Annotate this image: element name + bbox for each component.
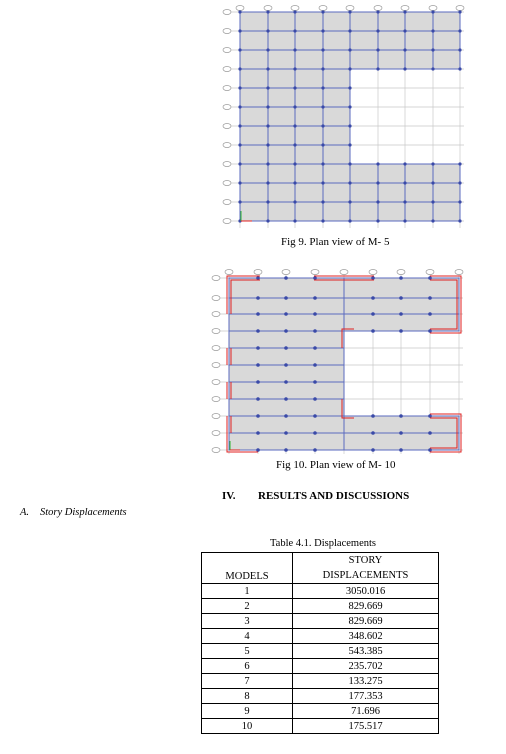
column-node — [458, 200, 461, 203]
column-node — [348, 219, 351, 222]
column-node — [348, 143, 351, 146]
table-row — [202, 719, 439, 734]
column-node — [284, 346, 288, 350]
grid-bubble — [225, 270, 233, 275]
displacement-cell: 829.669 — [293, 599, 439, 614]
column-node — [348, 200, 351, 203]
grid-bubble — [429, 6, 437, 11]
figure-10-caption: Fig 10. Plan view of M- 10 — [276, 459, 396, 471]
column-node — [403, 219, 406, 222]
column-node — [256, 363, 260, 367]
column-node — [238, 86, 241, 89]
column-node — [256, 329, 260, 333]
column-node — [321, 29, 324, 32]
column-node — [266, 29, 269, 32]
column-node — [321, 219, 324, 222]
column-node — [458, 219, 461, 222]
header-story-displacements — [293, 553, 439, 584]
column-node — [256, 312, 260, 316]
column-node — [313, 380, 317, 384]
header-displacements: DISPLACEMENTS — [322, 570, 409, 581]
column-node — [266, 181, 269, 184]
column-node — [428, 448, 432, 452]
column-node — [256, 296, 260, 300]
column-node — [313, 448, 317, 452]
column-node — [458, 29, 461, 32]
column-node — [313, 346, 317, 350]
column-node — [431, 29, 434, 32]
grid-bubble — [264, 6, 272, 11]
model-cell: 7 — [202, 674, 293, 689]
column-node — [293, 181, 296, 184]
column-node — [399, 431, 403, 435]
grid-bubble — [223, 181, 231, 186]
column-node — [284, 414, 288, 418]
column-node — [431, 219, 434, 222]
grid-bubble — [223, 10, 231, 15]
column-node — [428, 329, 432, 333]
grid-bubble — [212, 296, 220, 301]
section-number: IV. — [222, 490, 236, 502]
column-node — [403, 48, 406, 51]
grid-bubble — [223, 48, 231, 53]
displacement-cell: 133.275 — [293, 674, 439, 689]
table-header-row — [202, 553, 439, 584]
column-node — [348, 181, 351, 184]
column-node — [284, 431, 288, 435]
column-node — [376, 67, 379, 70]
column-node — [238, 124, 241, 127]
column-node — [428, 414, 432, 418]
grid-bubble — [223, 219, 231, 224]
grid-bubble — [401, 6, 409, 11]
column-node — [313, 276, 317, 280]
column-node — [238, 143, 241, 146]
displacement-cell: 543.385 — [293, 644, 439, 659]
grid-bubble — [311, 270, 319, 275]
header-story: STORY — [348, 555, 383, 566]
column-node — [256, 414, 260, 418]
grid-bubble — [223, 200, 231, 205]
column-node — [431, 162, 434, 165]
grid-bubble — [223, 143, 231, 148]
table-row — [202, 689, 439, 704]
column-node — [348, 105, 351, 108]
column-node — [371, 312, 375, 316]
displacement-cell: 829.669 — [293, 614, 439, 629]
column-node — [256, 380, 260, 384]
column-node — [458, 67, 461, 70]
column-node — [284, 276, 288, 280]
column-node — [376, 181, 379, 184]
grid-bubble — [319, 6, 327, 11]
column-node — [458, 10, 461, 13]
column-node — [321, 48, 324, 51]
column-node — [371, 431, 375, 435]
grid-bubble — [223, 124, 231, 129]
subsection-label: A. — [20, 507, 30, 518]
column-node — [376, 219, 379, 222]
figure-10-plan-view — [211, 268, 466, 456]
column-node — [371, 296, 375, 300]
column-node — [376, 162, 379, 165]
model-cell: 2 — [202, 599, 293, 614]
column-node — [266, 10, 269, 13]
column-node — [348, 86, 351, 89]
displacement-cell: 3050.016 — [293, 584, 439, 599]
column-node — [256, 346, 260, 350]
column-node — [376, 200, 379, 203]
column-node — [293, 162, 296, 165]
section-title: RESULTS AND DISCUSSIONS — [258, 490, 410, 502]
figure-9-plan-view — [222, 4, 468, 232]
column-node — [321, 10, 324, 13]
column-node — [266, 143, 269, 146]
model-cell: 8 — [202, 689, 293, 704]
table-row — [202, 599, 439, 614]
column-node — [256, 431, 260, 435]
table-title: Table 4.1. Displacements — [270, 538, 376, 549]
column-node — [256, 448, 260, 452]
column-node — [371, 276, 375, 280]
column-node — [431, 67, 434, 70]
column-node — [371, 414, 375, 418]
column-node — [428, 296, 432, 300]
column-node — [348, 10, 351, 13]
table-row — [202, 644, 439, 659]
column-node — [284, 312, 288, 316]
column-node — [293, 143, 296, 146]
column-node — [371, 329, 375, 333]
column-node — [458, 162, 461, 165]
column-node — [313, 363, 317, 367]
displacement-cell: 177.353 — [293, 689, 439, 704]
header-models: MODELS — [202, 553, 293, 584]
column-node — [266, 162, 269, 165]
column-node — [321, 124, 324, 127]
column-node — [371, 448, 375, 452]
column-node — [284, 397, 288, 401]
column-node — [313, 397, 317, 401]
column-node — [399, 448, 403, 452]
column-node — [403, 67, 406, 70]
displacement-cell: 71.696 — [293, 704, 439, 719]
grid-bubble — [212, 276, 220, 281]
column-node — [321, 143, 324, 146]
column-node — [266, 219, 269, 222]
column-node — [256, 276, 260, 280]
displacement-cell: 235.702 — [293, 659, 439, 674]
column-node — [321, 162, 324, 165]
column-node — [321, 200, 324, 203]
grid-bubble — [369, 270, 377, 275]
column-node — [399, 414, 403, 418]
column-node — [238, 181, 241, 184]
column-node — [376, 48, 379, 51]
column-node — [321, 67, 324, 70]
column-node — [284, 296, 288, 300]
grid-bubble — [236, 6, 244, 11]
grid-bubble — [455, 270, 463, 275]
column-node — [238, 67, 241, 70]
column-node — [293, 29, 296, 32]
column-node — [238, 48, 241, 51]
column-node — [403, 162, 406, 165]
column-node — [458, 181, 461, 184]
grid-bubble — [212, 414, 220, 419]
table-row — [202, 629, 439, 644]
column-node — [266, 48, 269, 51]
grid-bubble — [346, 6, 354, 11]
grid-bubble — [212, 329, 220, 334]
column-node — [399, 312, 403, 316]
column-node — [399, 296, 403, 300]
column-node — [266, 124, 269, 127]
column-node — [431, 181, 434, 184]
column-node — [293, 105, 296, 108]
column-node — [238, 200, 241, 203]
grid-bubble — [212, 312, 220, 317]
table-row — [202, 614, 439, 629]
column-node — [266, 67, 269, 70]
column-node — [428, 312, 432, 316]
model-cell: 5 — [202, 644, 293, 659]
table-row — [202, 659, 439, 674]
column-node — [458, 48, 461, 51]
column-node — [431, 200, 434, 203]
displacement-cell: 175.517 — [293, 719, 439, 734]
model-cell: 10 — [202, 719, 293, 734]
column-node — [238, 10, 241, 13]
table-row — [202, 584, 439, 599]
column-node — [348, 162, 351, 165]
subsection-title: Story Displacements — [40, 507, 127, 518]
column-node — [348, 67, 351, 70]
column-node — [293, 10, 296, 13]
model-cell: 3 — [202, 614, 293, 629]
column-node — [431, 48, 434, 51]
model-cell: 1 — [202, 584, 293, 599]
column-node — [293, 86, 296, 89]
column-node — [431, 10, 434, 13]
displacement-cell: 348.602 — [293, 629, 439, 644]
column-node — [403, 181, 406, 184]
grid-bubble — [223, 162, 231, 167]
column-node — [313, 312, 317, 316]
column-node — [348, 48, 351, 51]
column-node — [428, 431, 432, 435]
table-row — [202, 704, 439, 719]
column-node — [266, 86, 269, 89]
column-node — [321, 181, 324, 184]
grid-bubble — [212, 448, 220, 453]
model-cell: 6 — [202, 659, 293, 674]
grid-bubble — [456, 6, 464, 11]
column-node — [313, 329, 317, 333]
grid-bubble — [223, 67, 231, 72]
column-node — [348, 124, 351, 127]
column-node — [313, 431, 317, 435]
column-node — [403, 10, 406, 13]
column-node — [293, 67, 296, 70]
column-node — [238, 162, 241, 165]
model-cell: 9 — [202, 704, 293, 719]
grid-bubble — [212, 397, 220, 402]
grid-bubble — [223, 105, 231, 110]
grid-bubble — [212, 431, 220, 436]
column-node — [256, 397, 260, 401]
column-node — [293, 200, 296, 203]
column-node — [348, 29, 351, 32]
grid-bubble — [340, 270, 348, 275]
grid-bubble — [426, 270, 434, 275]
column-node — [293, 219, 296, 222]
grid-bubble — [212, 380, 220, 385]
column-node — [284, 329, 288, 333]
column-node — [284, 380, 288, 384]
column-node — [321, 105, 324, 108]
column-node — [321, 86, 324, 89]
column-node — [284, 363, 288, 367]
figure-9-caption: Fig 9. Plan view of M- 5 — [281, 236, 390, 248]
grid-bubble — [254, 270, 262, 275]
column-node — [293, 124, 296, 127]
column-node — [403, 200, 406, 203]
grid-bubble — [397, 270, 405, 275]
column-node — [376, 10, 379, 13]
column-node — [293, 48, 296, 51]
table-row — [202, 674, 439, 689]
grid-bubble — [223, 29, 231, 34]
displacements-table — [201, 552, 439, 734]
grid-bubble — [282, 270, 290, 275]
column-node — [399, 329, 403, 333]
grid-bubble — [223, 86, 231, 91]
column-node — [313, 414, 317, 418]
column-node — [266, 200, 269, 203]
column-node — [428, 276, 432, 280]
column-node — [313, 296, 317, 300]
column-node — [266, 105, 269, 108]
grid-bubble — [374, 6, 382, 11]
column-node — [376, 29, 379, 32]
column-node — [399, 276, 403, 280]
grid-bubble — [291, 6, 299, 11]
model-cell: 4 — [202, 629, 293, 644]
column-node — [284, 448, 288, 452]
column-node — [238, 29, 241, 32]
column-node — [238, 105, 241, 108]
grid-bubble — [212, 363, 220, 368]
column-node — [403, 29, 406, 32]
grid-bubble — [212, 346, 220, 351]
